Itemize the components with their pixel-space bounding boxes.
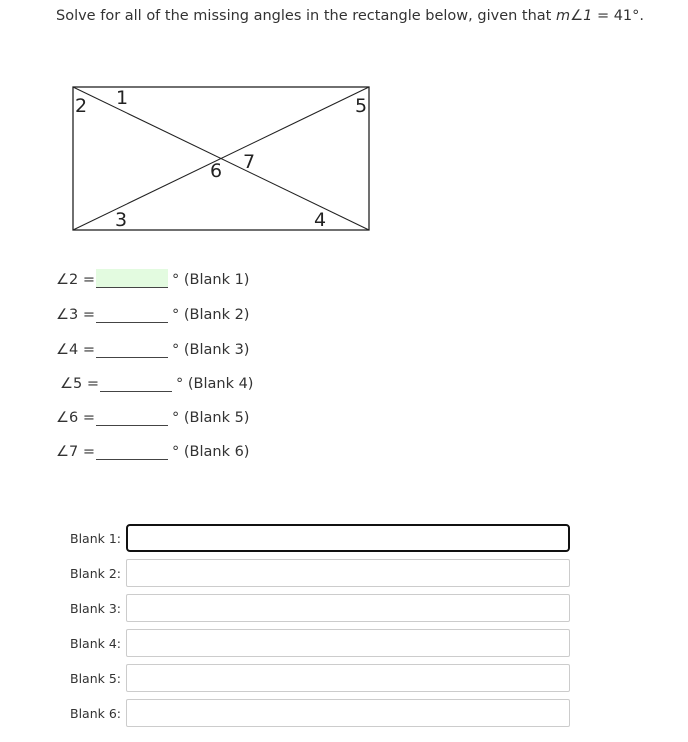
inline-blank-4[interactable] <box>100 373 172 392</box>
inline-blank-5[interactable] <box>96 407 168 426</box>
equation-row-angle-4 <box>56 336 249 358</box>
blank-row-5 <box>70 663 570 693</box>
rectangle-diagram <box>72 86 372 234</box>
angle-label-1: 1 <box>116 87 129 109</box>
inline-blank-3[interactable] <box>96 339 168 358</box>
question-prefix: Solve for all of the missing angles in the rectangle below, given that <box>56 8 556 24</box>
blank-label: Blank 3: <box>70 600 122 616</box>
angle-label-3: 3 <box>115 209 128 231</box>
blank-5-input[interactable] <box>126 664 570 692</box>
blank-label: Blank 5: <box>70 670 122 686</box>
angle-label-6: 6 <box>210 160 223 182</box>
blank-row-1 <box>70 523 570 553</box>
equation-row-angle-6 <box>56 404 249 426</box>
question-text <box>56 8 644 24</box>
blank-6-input[interactable] <box>126 699 570 727</box>
rectangle-diagram-svg <box>72 86 372 234</box>
blank-row-6 <box>70 698 570 728</box>
equation-blank-reference: ° (Blank 1) <box>172 272 250 288</box>
angle-label-2: 2 <box>75 95 88 117</box>
equation-blank-reference: ° (Blank 3) <box>172 342 250 358</box>
equation-angle-label: ∠2 = <box>56 272 95 288</box>
equation-blank-reference: ° (Blank 5) <box>172 410 250 426</box>
angle-label-4: 4 <box>314 209 327 231</box>
equation-row-angle-2 <box>56 266 249 288</box>
blank-row-3 <box>70 593 570 623</box>
blank-label: Blank 4: <box>70 635 122 651</box>
equation-angle-label: ∠7 = <box>56 444 95 460</box>
equation-blank-reference: ° (Blank 6) <box>172 444 250 460</box>
blank-row-4 <box>70 628 570 658</box>
blank-4-input[interactable] <box>126 629 570 657</box>
blank-label: Blank 2: <box>70 565 122 581</box>
question-suffix: = 41°. <box>592 8 645 24</box>
angle-label-7: 7 <box>243 151 256 173</box>
equation-row-angle-3 <box>56 301 249 323</box>
equation-blank-reference: ° (Blank 4) <box>176 376 254 392</box>
inline-blank-6[interactable] <box>96 441 168 460</box>
given-angle-math: m∠1 <box>555 8 593 24</box>
blank-row-2 <box>70 558 570 588</box>
equation-angle-label: ∠6 = <box>56 410 95 426</box>
equation-angle-label: ∠4 = <box>56 342 95 358</box>
blank-1-input[interactable] <box>126 524 570 552</box>
angle-label-5: 5 <box>355 95 368 117</box>
equation-row-angle-5 <box>60 370 253 392</box>
equation-blank-reference: ° (Blank 2) <box>172 307 250 323</box>
equation-row-angle-7 <box>56 438 249 460</box>
blank-label: Blank 1: <box>70 530 122 546</box>
inline-blank-2[interactable] <box>96 304 168 323</box>
inline-blank-1[interactable] <box>96 269 168 288</box>
blank-label: Blank 6: <box>70 705 122 721</box>
blank-3-input[interactable] <box>126 594 570 622</box>
equation-angle-label: ∠3 = <box>56 307 95 323</box>
equation-angle-label: ∠5 = <box>60 376 99 392</box>
blank-2-input[interactable] <box>126 559 570 587</box>
